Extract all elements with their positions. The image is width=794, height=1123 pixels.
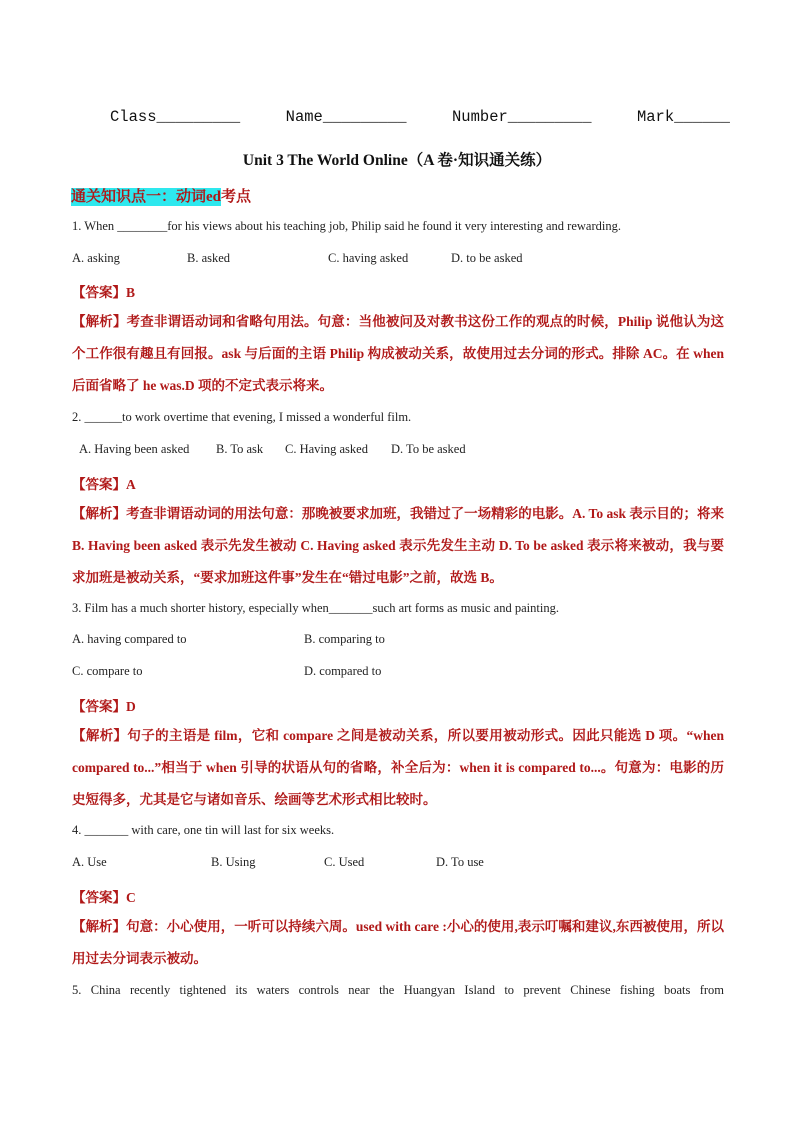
option-a: A. having compared to (72, 632, 187, 646)
name-field: Name_________ (285, 108, 407, 126)
question-stem: 1. When ________for his views about his teaching job, Philip said he found it very interesting and rewarding. (72, 219, 621, 233)
option-b: B. To ask (216, 442, 264, 456)
option-a: A. Use (72, 855, 107, 869)
option-a: A. Having been asked (79, 442, 190, 456)
question-stem: 4. _______ with care, one tin will last for six weeks. (72, 823, 335, 837)
number-field: Number_________ (452, 108, 592, 126)
explanation-text: 【解析】考查非谓语动词和省略句用法。句意：当他被问及对教书这份工作的观点的时候，Philip 说他认为这个工作很有趣且有回报。ask 与后面的主语 Philip 构成被动关系，故使用过去分词的形式。排除 AC。在 when 后面省略了 he was.D 项的不定式表示将来。 (72, 314, 724, 393)
option-c: C. having asked (328, 251, 409, 265)
option-d: D. To use (436, 855, 484, 869)
document-title: Unit 3 The World Online（A 卷·知识通关练） (242, 152, 552, 169)
kp-suffix: 考点 (221, 189, 252, 205)
option-a: A. asking (72, 251, 120, 265)
option-d: D. To be asked (391, 442, 466, 456)
explanation-text: 【解析】句意：小心使用，一听可以持续六周。used with care :小心的使用,表示叮嘱和建议,东西被使用，所以用过去分词表示被动。 (72, 919, 724, 966)
explanation-text: 【解析】句子的主语是 film，它和 compare 之间是被动关系，所以要用被动形式。因此只能选 D 项。“when compared to...”相当于 when 引导的状语从句的省略，补全后为：when it is compared to...。句意为：电影的历史短得多，尤其是它与诸如音乐、绘画等艺术形式相比较时。 (72, 728, 724, 807)
mark-field: Mark______ (636, 108, 730, 126)
student-info-header (110, 108, 730, 126)
answer-label: 【答案】C (72, 890, 136, 905)
answer-label: 【答案】D (72, 699, 136, 714)
answer-label: 【答案】B (72, 285, 136, 300)
option-b: B. asked (187, 251, 231, 265)
option-d: D. compared to (304, 664, 382, 678)
option-b: B. Using (211, 855, 256, 869)
question-stem: 2. ______to work overtime that evening, I missed a wonderful film. (72, 410, 412, 424)
option-c: C. Used (324, 855, 365, 869)
question-stem: 5. China recently tightened its waters controls near the Huangyan Island to prevent Chinese fishing boats from (72, 983, 724, 997)
answer-label: 【答案】A (72, 477, 136, 492)
option-c: C. compare to (72, 664, 143, 678)
class-field: Class_________ (110, 108, 241, 126)
kp-highlight: ed (206, 189, 222, 205)
option-c: C. Having asked (285, 442, 368, 456)
knowledge-point-heading (71, 185, 251, 206)
option-b: B. comparing to (304, 632, 385, 646)
option-d: D. to be asked (451, 251, 523, 265)
explanation-text: 【解析】考查非谓语动词的用法句意：那晚被要求加班，我错过了一场精彩的电影。A. To ask 表示目的；将来 B. Having been asked 表示先发生被动 C. Having asked 表示先发生主动 D. To be asked 表示将来被动，我与要求加班是被动关系，“要求加班这件事”发生在“错过电影”之前，故选 B。 (72, 506, 724, 585)
kp-prefix: 通关知识点一：动词 (71, 189, 207, 205)
question-stem: 3. Film has a much shorter history, especially when_______such art forms as music and painting. (72, 601, 559, 615)
